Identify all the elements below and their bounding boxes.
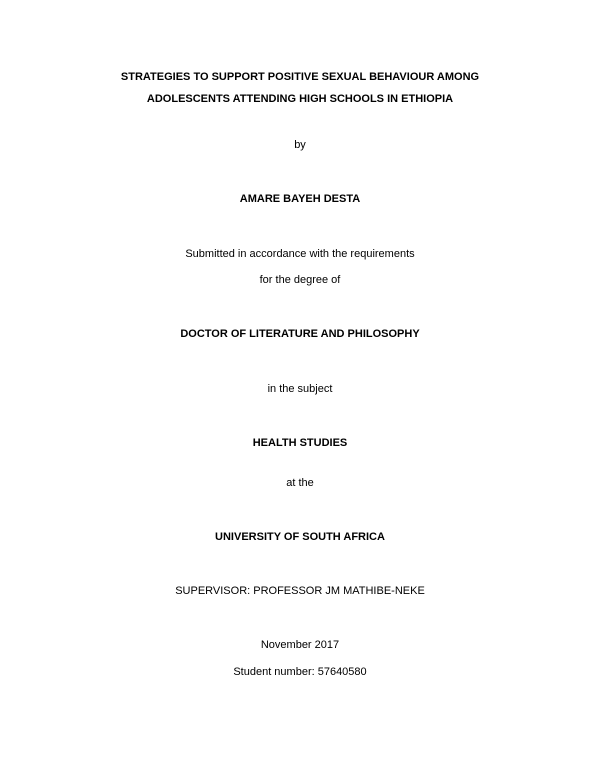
in-subject-label: in the subject <box>267 383 333 395</box>
submission-date: November 2017 <box>260 639 340 651</box>
university-name: UNIVERSITY OF SOUTH AFRICA <box>215 531 385 543</box>
by-label: by <box>294 139 306 151</box>
supervisor-line: SUPERVISOR: PROFESSOR JM MATHIBE-NEKE <box>175 585 425 597</box>
author-name: AMARE BAYEH DESTA <box>239 193 361 205</box>
thesis-title-line-1: STRATEGIES TO SUPPORT POSITIVE SEXUAL BEHAVIOUR AMONG <box>120 71 480 83</box>
degree-name: DOCTOR OF LITERATURE AND PHILOSOPHY <box>180 328 420 340</box>
subject-name: HEALTH STUDIES <box>252 437 348 449</box>
submission-line-2: for the degree of <box>259 274 341 286</box>
at-the-label: at the <box>286 477 314 489</box>
submission-line-1: Submitted in accordance with the requirements <box>185 248 415 260</box>
thesis-title-line-2: ADOLESCENTS ATTENDING HIGH SCHOOLS IN ETHIOPIA <box>146 93 454 105</box>
student-number: Student number: 57640580 <box>233 666 367 678</box>
